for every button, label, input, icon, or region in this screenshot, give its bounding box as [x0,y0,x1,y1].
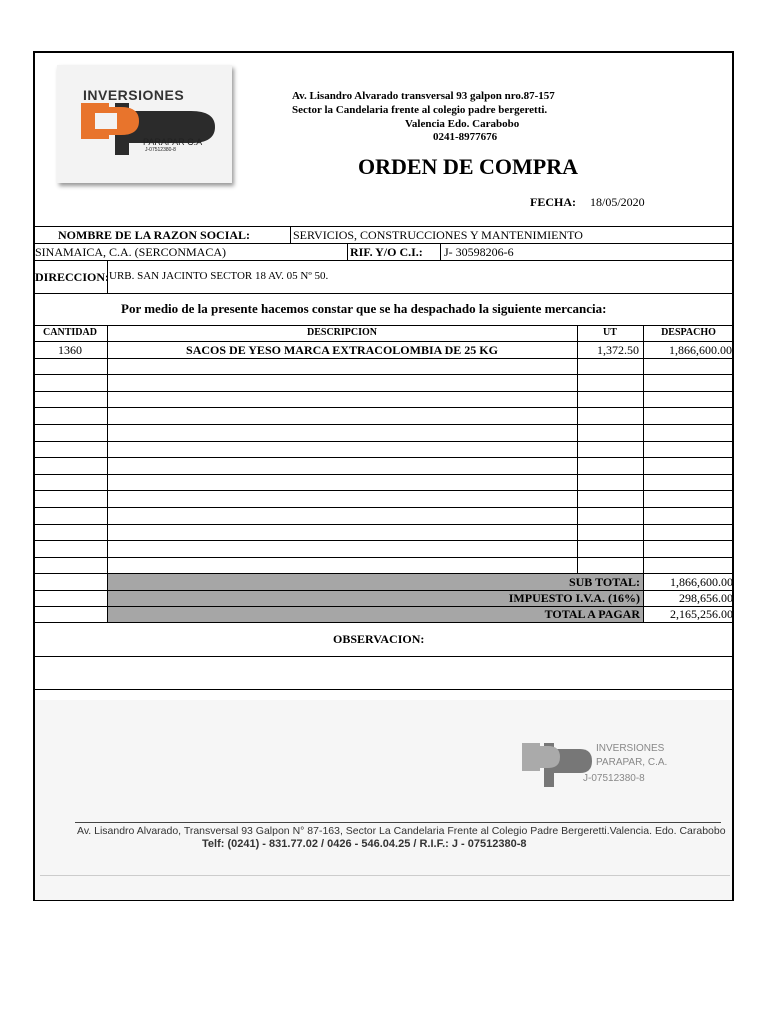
divider [33,226,734,227]
fecha-value: 18/05/2020 [590,195,645,209]
company-logo [57,65,232,183]
stamp-rif-text: J-07512380-8 [583,773,645,784]
table-row [33,424,734,425]
footer-address: Av. Lisandro Alvarado, Transversal 93 Galpon N° 87-163, Sector La Candelaria Frente al Colegio Padre Bergeretti.Valencia. Edo. Carabobo [77,825,726,837]
divider [290,226,291,243]
intro-text: Por medio de la presente hacemos constar que se ha despachado la siguiente mercancia: [121,301,607,316]
table-row [33,457,734,458]
divider [347,243,348,260]
divider [33,293,734,294]
footer-rule [75,822,721,823]
row-cantidad: 1360 [58,343,82,357]
header-cantidad: CANTIDAD [43,327,97,338]
address-line-1: Av. Lisandro Alvarado transversal 93 galpon nro.87-157 [292,90,555,102]
divider [33,689,734,690]
divider [33,656,734,657]
iva-value: 298,656.00 [679,591,733,605]
rif-label: RIF. Y/O C.I.: [350,245,423,259]
subtotal-label: SUB TOTAL: [568,575,640,589]
table-row [33,391,734,392]
table-row [33,407,734,408]
table-row [33,341,734,342]
observacion-label: OBSERVACION: [333,632,425,646]
row-ut: 1,372.50 [597,343,639,357]
divider [440,243,441,260]
logo-rif-text: J-07512380-8 [145,147,176,153]
header-descripcion: DESCRIPCION [306,327,377,338]
logo-brand-text: INVERSIONES [83,87,185,103]
divider [33,325,734,326]
direccion-label: DIRECCION: [35,270,110,284]
address-line-3: Valencia Edo. Carabobo [405,118,520,130]
rif-value: J- 30598206-6 [444,245,514,259]
row-despacho: 1,866,600.00 [669,343,732,357]
stamp-sub-text: PARAPAR, C.A. [596,757,668,768]
address-line-2: Sector la Candelaria frente al colegio padre bergeretti. [292,104,548,116]
total-label: TOTAL A PAGAR [544,607,640,621]
header-despacho: DESPACHO [661,327,716,338]
razon-social-value-1: SERVICIOS, CONSTRUCCIONES Y MANTENIMIENTO [293,228,583,242]
document-title: ORDEN DE COMPRA [358,154,578,179]
table-row [33,441,734,442]
logo-sub-text: PARAPAR C.A [143,137,203,147]
table-column-line [643,325,644,573]
table-row [33,507,734,508]
table-row [33,374,734,375]
iva-label: IMPUESTO I.V.A. (16%) [508,591,640,605]
table-row [33,490,734,491]
company-phone: 0241-8977676 [433,131,498,143]
footer-stamp-area [35,700,732,900]
table-row [33,540,734,541]
footer-contact: Telf: (0241) - 831.77.02 / 0426 - 546.04.25 / R.I.F.: J - 07512380-8 [202,838,527,850]
divider [33,243,734,244]
header-ut: UT [603,327,617,338]
divider [33,622,734,623]
table-column-line [577,325,578,573]
fecha-label: FECHA: [530,195,576,209]
total-value: 2,165,256.00 [670,607,733,621]
table-row [33,474,734,475]
stamp-brand-text: INVERSIONES [596,743,665,754]
table-row [33,524,734,525]
subtotal-value: 1,866,600.00 [670,575,733,589]
razon-social-value-2: SINAMAICA, C.A. (SERCONMACA) [35,245,227,259]
table-row [33,557,734,558]
razon-social-label: NOMBRE DE LA RAZON SOCIAL: [58,228,251,242]
divider [40,875,730,876]
direccion-value: URB. SAN JACINTO SECTOR 18 AV. 05 Nº 50. [109,270,329,282]
row-descripcion: SACOS DE YESO MARCA EXTRACOLOMBIA DE 25 KG [186,343,498,357]
divider [33,260,734,261]
